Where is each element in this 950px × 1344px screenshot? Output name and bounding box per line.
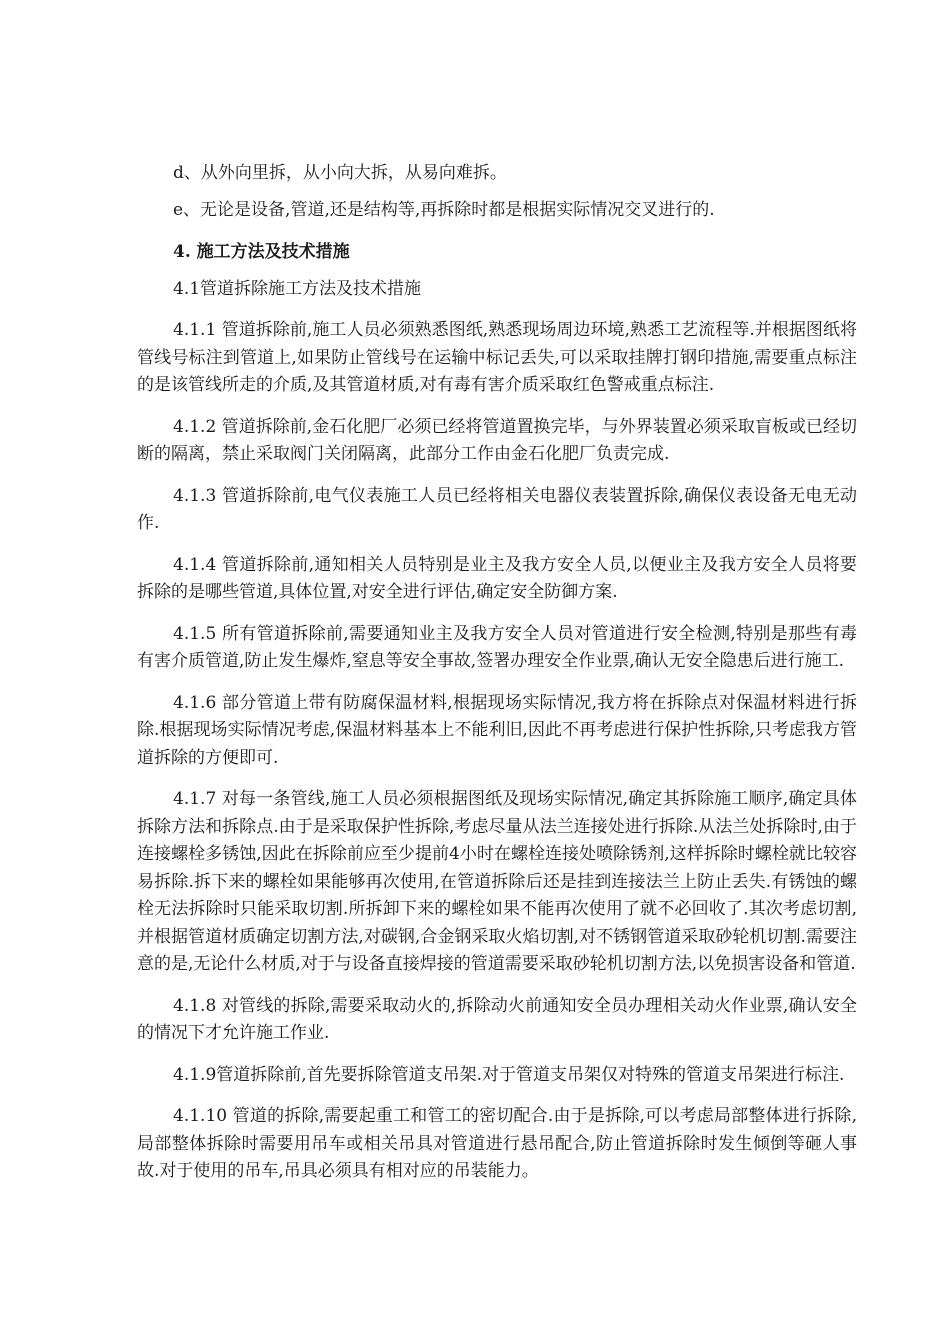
paragraph-4-1-6: 4.1.6 部分管道上带有防腐保温材料,根据现场实际情况,我方将在拆除点对保温材料进行拆除.根据现场实际情况考虑,保温材料基本上不能利旧,因此不再考虑进行保护性拆除,只考虑我方管道拆除的方便即可. — [137, 692, 857, 768]
paragraph-4-1-1: 4.1.1 管道拆除前,施工人员必须熟悉图纸,熟悉现场周边环境,熟悉工艺流程等.并根据图纸将管线号标注到管道上,如果防止管线号在运输中标记丢失,可以采取挂牌打钢印措施,需要重点标注的是该管线所走的介质,及其管道材质,对有毒有害介质采取红色警戒重点标注. — [137, 320, 857, 395]
section-heading: 4. 施工方法及技术措施 — [173, 242, 350, 262]
paragraph-4-1-5: 4.1.5 所有管道拆除前,需要通知业主及我方安全人员对管道进行安全检测,特别是那些有毒有害介质管道,防止发生爆炸,窒息等安全事故,签署办理安全作业票,确认无安全隐患后进行施工. — [137, 623, 857, 671]
list-item-d: d、从外向里拆，从小向大拆，从易向难拆。 — [173, 163, 507, 183]
list-item-e: e、无论是设备,管道,还是结构等,再拆除时都是根据实际情况交叉进行的. — [173, 199, 715, 220]
paragraph-4-1-9: 4.1.9管道拆除前,首先要拆除管道支吊架.对于管道支吊架仅对特殊的管道支吊架进行标注. — [173, 1064, 845, 1085]
paragraph-4-1-10: 4.1.10 管道的拆除,需要起重工和管工的密切配合.由于是拆除,可以考虑局部整体进行拆除,局部整体拆除时需要用吊车或相关吊具对管道进行悬吊配合,防止管道拆除时发生倾倒等砸人事故.对于使用的吊车,吊具必须具有相对应的吊装能力。 — [137, 1106, 857, 1181]
document-body — [137, 160, 857, 1186]
paragraph-4-1-4: 4.1.4 管道拆除前,通知相关人员特别是业主及我方安全人员,以便业主及我方安全人员将要拆除的是哪些管道,具体位置,对安全进行评估,确定安全防御方案. — [137, 554, 857, 602]
paragraph-4-1-7: 4.1.7 对每一条管线,施工人员必须根据图纸及现场实际情况,确定其拆除施工顺序,确定具体拆除方法和拆除点.由于是采取保护性拆除,考虑尽量从法兰连接处进行拆除.从法兰处拆除时,由于连接螺栓多锈蚀,因此在拆除前应至少提前4小时在螺栓连接处喷除锈剂,这样拆除时螺栓就比较容易拆除.拆下来的螺栓如果能够再次使用,在管道拆除后还是挂到连接法兰上防止丢失.有锈蚀的螺栓无法拆除时只能采取切割.所拆卸下来的螺栓如果不能再次使用了就不必回收了.其次考虑切割,并根据管道材质确定切割方法,对碳钢,合金钢采取火焰切割,对不锈钢管道采取砂轮机切割.需要注意的是,无论什么材质,对于与设备直接焊接的管道需要采取砂轮机切割方法,以免损害设备和管道. — [137, 789, 857, 974]
subsection-heading: 4.1管道拆除施工方法及技术措施 — [173, 278, 422, 299]
paragraph-4-1-2: 4.1.2 管道拆除前,金石化肥厂必须已经将管道置换完毕，与外界装置必须采取盲板或已经切断的隔离，禁止采取阀门关闭隔离，此部分工作由金石化肥厂负责完成. — [137, 416, 857, 464]
paragraph-4-1-8: 4.1.8 对管线的拆除,需要采取动火的,拆除动火前通知安全员办理相关动火作业票,确认安全的情况下才允许施工作业. — [137, 995, 857, 1043]
paragraph-4-1-3: 4.1.3 管道拆除前,电气仪表施工人员已经将相关电器仪表装置拆除,确保仪表设备无电无动作. — [137, 485, 857, 533]
